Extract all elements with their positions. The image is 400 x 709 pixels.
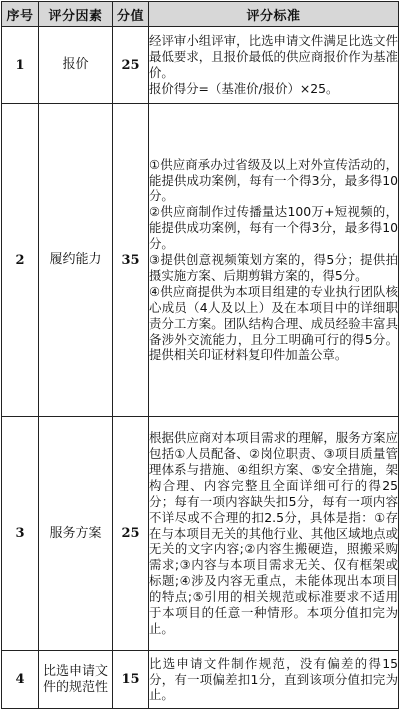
- criteria-text: ①供应商承办过省级及以上对外宣传活动的，能提供成功案例，每有一个得3分，最多得10分。: [149, 156, 398, 204]
- row-factor: 报价: [39, 27, 113, 104]
- criteria-text: ②供应商制作过传播量达100万+短视频的，能提供成功案例，每有一个得3分，最多得10分。: [149, 204, 398, 252]
- header-factor: 评分因素: [39, 2, 113, 27]
- row-criteria: [149, 27, 399, 104]
- criteria-text: 比选申请文件制作规范，没有偏差的得15分，有一项偏差扣1分，直到该项分值扣完为止。: [149, 655, 398, 703]
- table-row: [2, 651, 399, 709]
- criteria-text: 根据供应商对本项目需求的理解，服务方案应包括①人员配备、②岗位职责、③项目质量管理体系与措施、④组织方案、⑤安全措施，架构合理、内容完整且全面详细可行的得25分；每有一项内容缺失扣5分，每有一项内容不详尽或不合理的扣2.5分，具体是指：①存在与本项目无关的其他行业、其他区域地点或无关的文字内容;②内容生搬硬造，照搬采购需求;③内容与本项目需求无关、仅有框架或标题;④涉及内容无重点，未能体现出本项目的特点;⑤引用的相关规范或标准要求不适用于本项目的任意一种情形。本项分值扣完为止。: [149, 430, 398, 636]
- criteria-text: 报价得分=（基准价/报价）×25。: [149, 80, 339, 96]
- row-score: 15: [113, 651, 149, 709]
- row-factor: 履约能力: [39, 104, 113, 417]
- row-score: 35: [113, 104, 149, 417]
- row-number: 3: [2, 417, 39, 651]
- criteria-text: 经评审小组评审，比选申请文件满足比选文件最低要求，且报价最低的供应商报价作为基准价。: [149, 33, 398, 80]
- row-number: 4: [2, 651, 39, 709]
- criteria-text: ③提供创意视频策划方案的，得5分；提供拍摄实施方案、后期剪辑方案的，得5分。: [149, 252, 398, 283]
- criteria-text: ④供应商提供为本项目组建的专业执行团队核心成员（4人及以上）及在本项目中的详细职责分工方案。团队结构合理、成员经验丰富具备涉外交流能力，且分工明确可行的得5分。提供相关印证材料复印件加盖公章。: [149, 283, 398, 363]
- row-score: 25: [113, 27, 149, 104]
- header-criteria: 评分标准: [149, 2, 399, 27]
- row-criteria: [149, 651, 399, 709]
- header-no: 序号: [2, 2, 39, 27]
- row-number: 1: [2, 27, 39, 104]
- row-criteria: [149, 417, 399, 651]
- table-row: [2, 417, 399, 651]
- row-score: 25: [113, 417, 149, 651]
- table-row: [2, 104, 399, 417]
- table-row: [2, 27, 399, 104]
- scoring-table: [1, 1, 399, 709]
- row-factor: 服务方案: [39, 417, 113, 651]
- header-score: 分值: [113, 2, 149, 27]
- row-criteria: [149, 104, 399, 417]
- header-row: [2, 2, 399, 27]
- row-number: 2: [2, 104, 39, 417]
- row-factor: 比选申请文件的规范性: [39, 651, 113, 709]
